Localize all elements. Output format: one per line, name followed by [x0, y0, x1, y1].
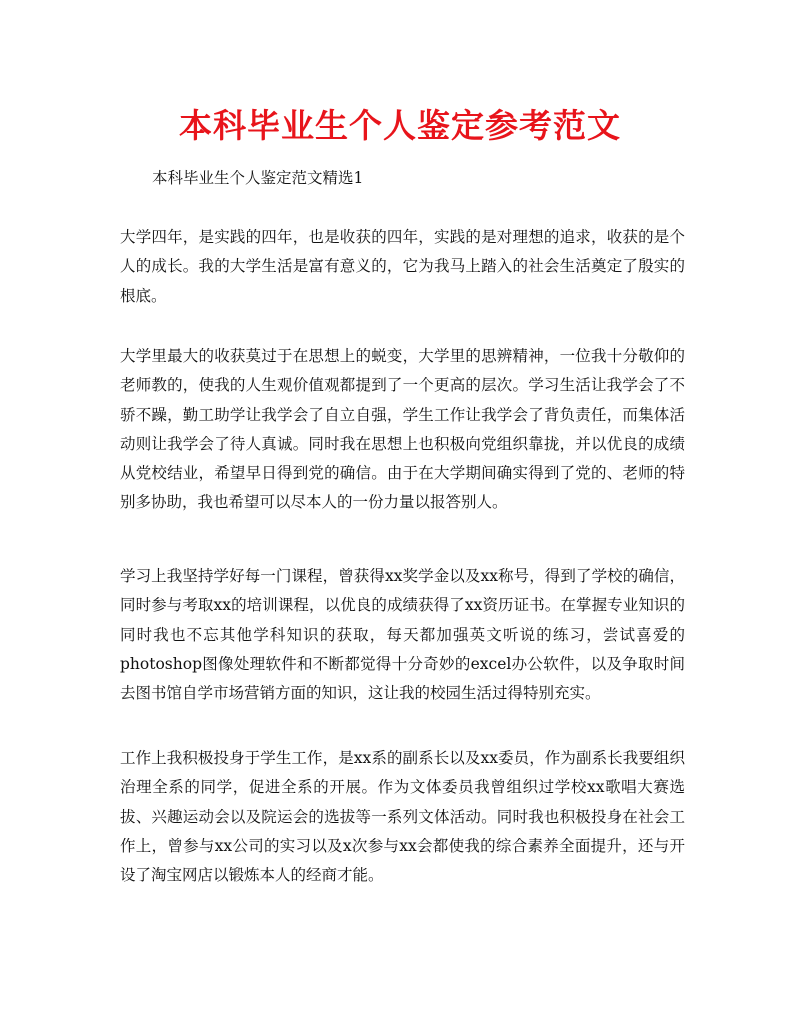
- paragraph-3: 学习上我坚持学好每一门课程，曾获得xx奖学金以及xx称号，得到了学校的确信，同时参与考取xx的培训课程，以优良的成绩获得了xx资历证书。在掌握专业知识的同时我也不忘其他学科知识的获取，每天都加强英文听说的练习，尝试喜爱的photoshop图像处理软件和不断都觉得十分奇妙的excel办公软件，以及争取时间去图书馆自学市场营销方面的知识，这让我的校园生活过得特别充实。: [120, 567, 685, 703]
- paragraph-2: 大学里最大的收获莫过于在思想上的蜕变，大学里的思辨精神，一位我十分敬仰的老师教的，使我的人生观价值观都提到了一个更高的层次。学习生活让我学会了不骄不躁，勤工助学让我学会了自立自强，学生工作让我学会了背负责任，而集体活动则让我学会了待人真诚。同时我在思想上也积极向党组织靠拢，并以优良的成绩从党校结业，希望早日得到党的确信。由于在大学期间确实得到了党的、老师的特别多协助，我也希望可以尽本人的一份力量以报答别人。: [120, 347, 685, 512]
- document-title: 本科毕业生个人鉴定参考范文: [179, 106, 621, 145]
- paragraph-1: 大学四年，是实践的四年，也是收获的四年，实践的是对理想的追求，收获的是个人的成长。我的大学生活是富有意义的，它为我马上踏入的社会生活奠定了殷实的根底。: [120, 228, 685, 305]
- document-subtitle: 本科毕业生个人鉴定范文精选1: [152, 169, 364, 187]
- paragraph-4: 工作上我积极投身于学生工作，是xx系的副系长以及xx委员，作为副系长我要组织治理全系的同学，促进全系的开展。作为文体委员我曾组织过学校xx歌唱大赛选拔、兴趣运动会以及院运会的选拔等一系列文体活动。同时我也积极投身在社会工作上，曾参与xx公司的实习以及x次参与xx会都使我的综合素养全面提升，还与开设了淘宝网店以锻炼本人的经商才能。: [120, 749, 685, 885]
